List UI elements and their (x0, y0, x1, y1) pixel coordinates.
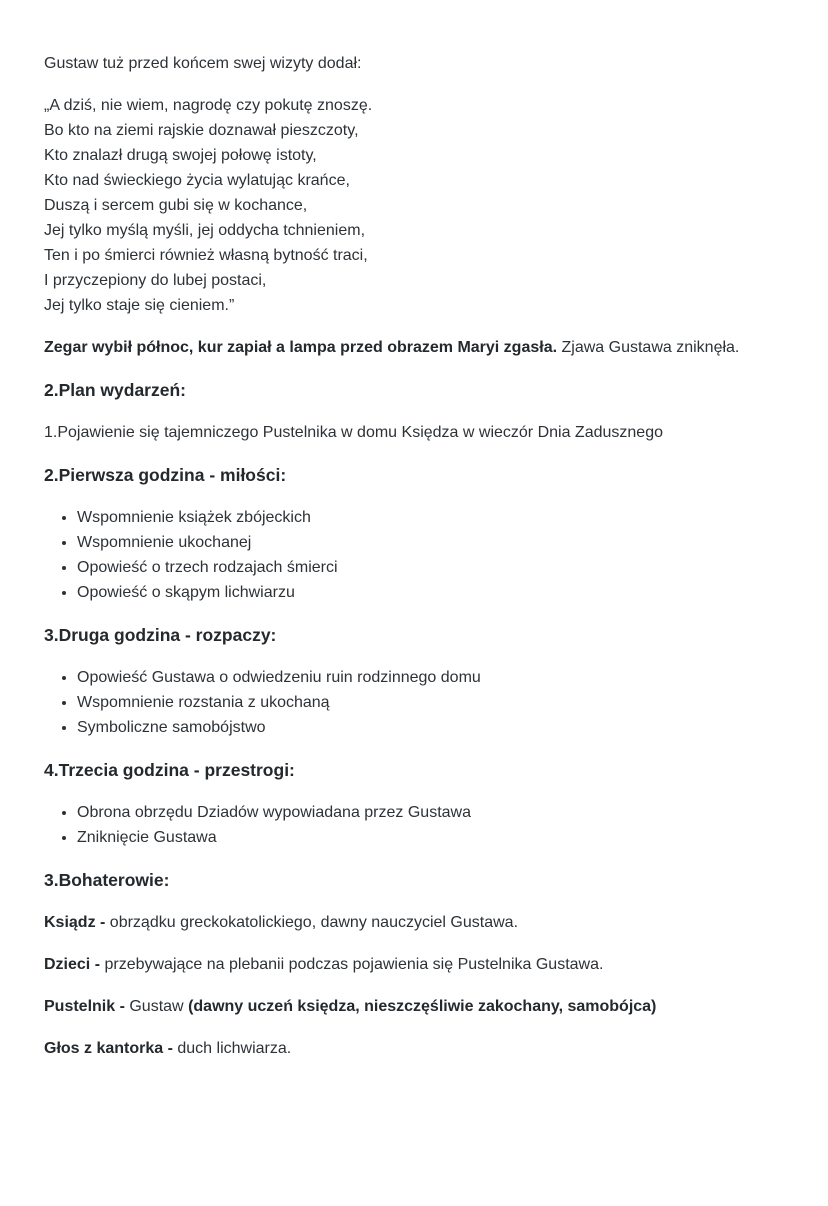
character-desc: duch lichwiarza. (177, 1040, 292, 1057)
list-item: • Opowieść o skąpym lichwiarzu (77, 580, 784, 605)
character-term: Pustelnik - (44, 998, 125, 1015)
hour3-list (44, 800, 784, 850)
hour3-heading: 4.Trzecia godzina - przestrogi: (44, 760, 295, 780)
list-item: • Wspomnienie książek zbójeckich (77, 505, 784, 530)
poem-line: Duszą i sercem gubi się w kochance, (44, 197, 308, 214)
list-item: • Obrona obrzędu Dziadów wypowiadana przez Gustawa (77, 800, 784, 825)
poem-line: Bo kto na ziemi rajskie doznawał pieszczoty, (44, 122, 359, 139)
character-term: Ksiądz - (44, 914, 106, 931)
midnight-bold: Zegar wybił północ, kur zapiał a lampa przed obrazem Maryi zgasła. (44, 339, 558, 356)
hour1-heading: 2.Pierwsza godzina - miłości: (44, 465, 287, 485)
character-term: Dzieci - (44, 956, 101, 973)
midnight-regular: Zjawa Gustawa zniknęła. (561, 339, 740, 356)
poem-line: Kto nad świeckiego życia wylatując krańce, (44, 172, 350, 189)
hour2-heading: 3.Druga godzina - rozpaczy: (44, 625, 277, 645)
intro-paragraph: Gustaw tuż przed końcem swej wizyty dodał: (44, 55, 362, 72)
character-bold-suffix: (dawny uczeń księdza, nieszczęśliwie zakochany, samobójca) (188, 998, 657, 1015)
list-item: • Wspomnienie rozstania z ukochaną (77, 690, 784, 715)
character-paragraph (44, 952, 784, 977)
plan-intro-paragraph: 1.Pojawienie się tajemniczego Pustelnika w domu Księdza w wieczór Dnia Zadusznego (44, 424, 663, 441)
poem (44, 93, 784, 318)
list-item: • Wspomnienie ukochanej (77, 530, 784, 555)
list-item: • Opowieść Gustawa o odwiedzeniu ruin rodzinnego domu (77, 665, 784, 690)
poem-line: „A dziś, nie wiem, nagrodę czy pokutę znoszę. (44, 97, 373, 114)
list-item: • Zniknięcie Gustawa (77, 825, 784, 850)
poem-line: Ten i po śmierci również własną bytność traci, (44, 247, 368, 264)
character-paragraph (44, 910, 784, 935)
poem-line: Jej tylko staje się cieniem.” (44, 297, 235, 314)
hour2-list (44, 665, 784, 740)
list-item: • Symboliczne samobójstwo (77, 715, 784, 740)
poem-line: Jej tylko myślą myśli, jej oddycha tchnieniem, (44, 222, 366, 239)
poem-line: I przyczepiony do lubej postaci, (44, 272, 267, 289)
list-item: • Opowieść o trzech rodzajach śmierci (77, 555, 784, 580)
character-desc: przebywające na plebanii podczas pojawienia się Pustelnika Gustawa. (104, 956, 604, 973)
poem-line: Kto znalazł drugą swojej połowę istoty, (44, 147, 317, 164)
character-desc: obrządku greckokatolickiego, dawny nauczyciel Gustawa. (109, 914, 519, 931)
hour1-list (44, 505, 784, 605)
characters-heading: 3.Bohaterowie: (44, 870, 170, 890)
character-term: Głos z kantorka - (44, 1040, 173, 1057)
character-desc: Gustaw (129, 998, 184, 1015)
character-paragraph (44, 1036, 784, 1061)
midnight-paragraph (44, 335, 784, 360)
plan-heading: 2.Plan wydarzeń: (44, 380, 186, 400)
character-paragraph (44, 994, 784, 1019)
